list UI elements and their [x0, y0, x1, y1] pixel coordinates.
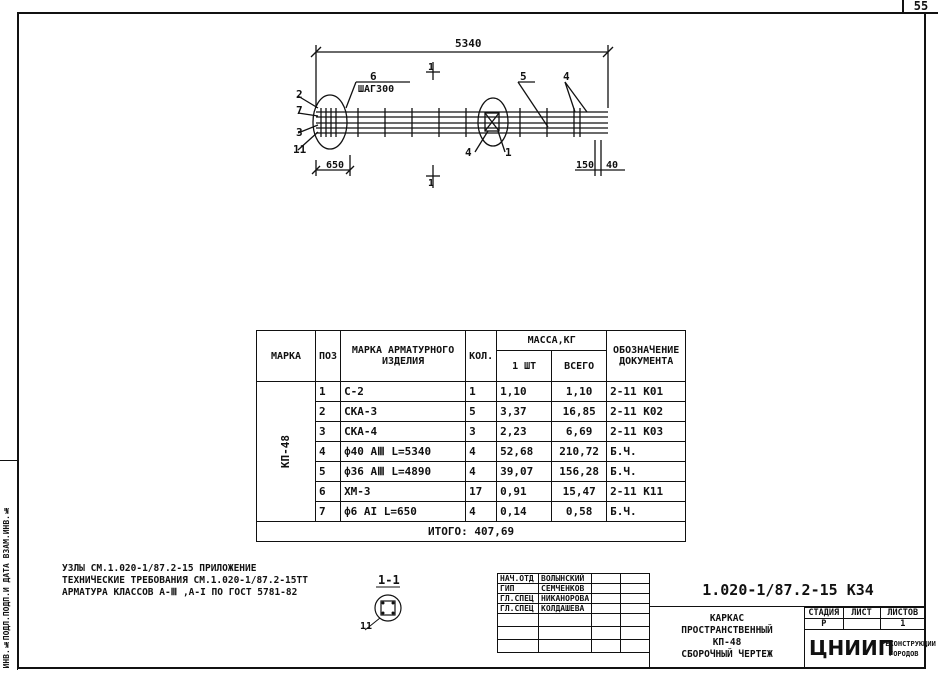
sheets-value: 1 [880, 619, 925, 630]
title-line: КАРКАС [709, 613, 745, 624]
header-mark: МАРКА [257, 331, 316, 382]
mass-total-cell: 156,28 [552, 462, 607, 482]
sig-name: НИКАНОРОВА [539, 594, 592, 604]
step-label: ШАГ300 [358, 84, 395, 95]
pos-cell: 7 [316, 502, 341, 522]
callout-3: 3 [296, 126, 303, 139]
note-line: УЗЛЫ СМ.1.020-1/87.2-15 ПРИЛОЖЕНИЕ [62, 563, 257, 574]
org-logo: ЦНИИП [809, 636, 895, 660]
header-doc: ОБОЗНАЧЕНИЕ ДОКУМЕНТА [607, 331, 686, 382]
table-row [257, 442, 686, 462]
sig-role: ГЛ.СПЕЦ [498, 604, 539, 614]
note-line: АРМАТУРА КЛАССОВ А-Ⅲ ,А-I ПО ГОСТ 5781-82 [62, 587, 298, 598]
item-cell: ф6 АI L=650 [341, 502, 466, 522]
callout-2: 2 [296, 88, 303, 101]
specification-table [256, 330, 686, 542]
table-row [498, 594, 650, 604]
title-line: СБОРОЧНЫЙ ЧЕРТЕЖ [681, 649, 773, 660]
notes [62, 563, 308, 599]
table-row [498, 574, 650, 584]
callout-5: 5 [520, 70, 527, 83]
qty-cell: 4 [466, 442, 497, 462]
callout-1: 1 [505, 146, 512, 159]
doc-cell: 2-11 К01 [607, 382, 686, 402]
item-cell: ф40 АⅢ L=5340 [341, 442, 466, 462]
mass-total-cell: 0,58 [552, 502, 607, 522]
cage-elevation-drawing [0, 0, 938, 300]
item-cell: ф36 АⅢ L=4890 [341, 462, 466, 482]
section-1-1 [360, 570, 450, 636]
end-dimension: 650 [326, 160, 345, 171]
mass-total-cell: 15,47 [552, 482, 607, 502]
doc-cell: Б.Ч. [607, 442, 686, 462]
section-title: 1-1 [378, 573, 400, 587]
sig-date [621, 574, 650, 584]
sig-name: СЕМЧЕНКОВ [539, 584, 592, 594]
qty-cell: 1 [466, 382, 497, 402]
section-mark-top: 1 [428, 62, 435, 73]
side-stamp-strip [0, 460, 18, 670]
item-cell: СКА-4 [341, 422, 466, 442]
pos-cell: 3 [316, 422, 341, 442]
callout-4-bottom: 4 [465, 146, 472, 159]
callout-7: 7 [296, 104, 303, 117]
header-item-mark: МАРКА АРМАТУРНОГО ИЗДЕЛИЯ [341, 331, 466, 382]
note-line: ТЕХНИЧЕСКИЕ ТРЕБОВАНИЯ СМ.1.020-1/87.2-15ТТ [62, 575, 308, 586]
org-sub-1: РЕКОНСТРУКЦИИ [881, 640, 936, 648]
header-pos: ПОЗ [316, 331, 341, 382]
section-mark-bottom: 1 [428, 178, 435, 189]
sig-role: НАЧ.ОТД [498, 574, 539, 584]
sig-name: КОЛДАШЕВА [539, 604, 592, 614]
doc-cell: Б.Ч. [607, 462, 686, 482]
mass-one-cell: 52,68 [497, 442, 552, 462]
total-row: ИТОГО: 407,69 [257, 522, 686, 542]
pos-cell: 6 [316, 482, 341, 502]
doc-cell: 2-11 К11 [607, 482, 686, 502]
group-mark: КП-48 [279, 434, 293, 469]
mass-one-cell: 3,37 [497, 402, 552, 422]
sig-name: ВОЛЫНСКИЙ [539, 574, 592, 584]
mass-total-cell: 6,69 [552, 422, 607, 442]
item-cell: ХМ-3 [341, 482, 466, 502]
page-number: 55 [902, 0, 938, 14]
qty-cell: 5 [466, 402, 497, 422]
sheet-value [843, 619, 880, 630]
pos-cell: 5 [316, 462, 341, 482]
header-mass-total: ВСЕГО [552, 351, 607, 382]
drawing-code: 1.020-1/87.2-15 КЗ4 [649, 573, 926, 607]
sig-role: ГИП [498, 584, 539, 594]
header-mass-one: 1 ШТ [497, 351, 552, 382]
pos-cell: 4 [316, 442, 341, 462]
pos-cell: 2 [316, 402, 341, 422]
sig-signature [592, 594, 621, 604]
qty-cell: 3 [466, 422, 497, 442]
side-stamp-text: ИНВ.№ПОДЛ.ПОДП.И ДАТА ВЗАМ.ИНВ.№ [2, 505, 11, 668]
stage-value: Р [805, 619, 844, 630]
item-cell: СКА-3 [341, 402, 466, 422]
spacing-dim-150: 150 [576, 160, 595, 171]
header-mass: МАССА,КГ [497, 331, 607, 351]
table-row [257, 422, 686, 442]
qty-cell: 17 [466, 482, 497, 502]
organization [804, 629, 936, 669]
mass-one-cell: 39,07 [497, 462, 552, 482]
org-sub-2: ГОРОДОВ [889, 650, 919, 658]
table-row [257, 462, 686, 482]
title-block [497, 573, 936, 669]
signature-table [497, 573, 650, 653]
sig-date [621, 584, 650, 594]
sheets-header: ЛИСТОВ [880, 608, 925, 619]
table-row [257, 482, 686, 502]
table-row [498, 604, 650, 614]
stage-header: СТАДИЯ [805, 608, 844, 619]
qty-cell: 4 [466, 462, 497, 482]
mass-one-cell: 0,91 [497, 482, 552, 502]
title-line: КП-48 [712, 637, 742, 648]
doc-cell: Б.Ч. [607, 502, 686, 522]
sig-signature [592, 574, 621, 584]
sig-date [621, 594, 650, 604]
pos-cell: 1 [316, 382, 341, 402]
qty-cell: 4 [466, 502, 497, 522]
title-line: ПРОСТРАНСТВЕННЫЙ [681, 625, 773, 636]
table-row [257, 402, 686, 422]
drawing-title [649, 607, 804, 669]
doc-cell: 2-11 К02 [607, 402, 686, 422]
callout-11: 11 [293, 143, 307, 156]
pos6-label: 6 [370, 70, 377, 83]
sig-date [621, 604, 650, 614]
stage-table [804, 607, 926, 630]
overall-dimension: 5340 [455, 37, 482, 50]
table-row [498, 584, 650, 594]
sig-role: ГЛ.СПЕЦ [498, 594, 539, 604]
sig-signature [592, 584, 621, 594]
mass-one-cell: 0,14 [497, 502, 552, 522]
mass-total-cell: 16,85 [552, 402, 607, 422]
spacing-dim-40: 40 [606, 160, 619, 171]
mass-one-cell: 2,23 [497, 422, 552, 442]
table-row [257, 502, 686, 522]
table-row [257, 382, 686, 402]
callout-4-top: 4 [563, 70, 570, 83]
item-cell: С-2 [341, 382, 466, 402]
header-qty: КОЛ. [466, 331, 497, 382]
sig-signature [592, 604, 621, 614]
mass-one-cell: 1,10 [497, 382, 552, 402]
section-callout: 11 [360, 621, 373, 632]
mass-total-cell: 1,10 [552, 382, 607, 402]
group-mark-cell [257, 382, 316, 522]
sheet-header: ЛИСТ [843, 608, 880, 619]
mass-total-cell: 210,72 [552, 442, 607, 462]
doc-cell: 2-11 К03 [607, 422, 686, 442]
